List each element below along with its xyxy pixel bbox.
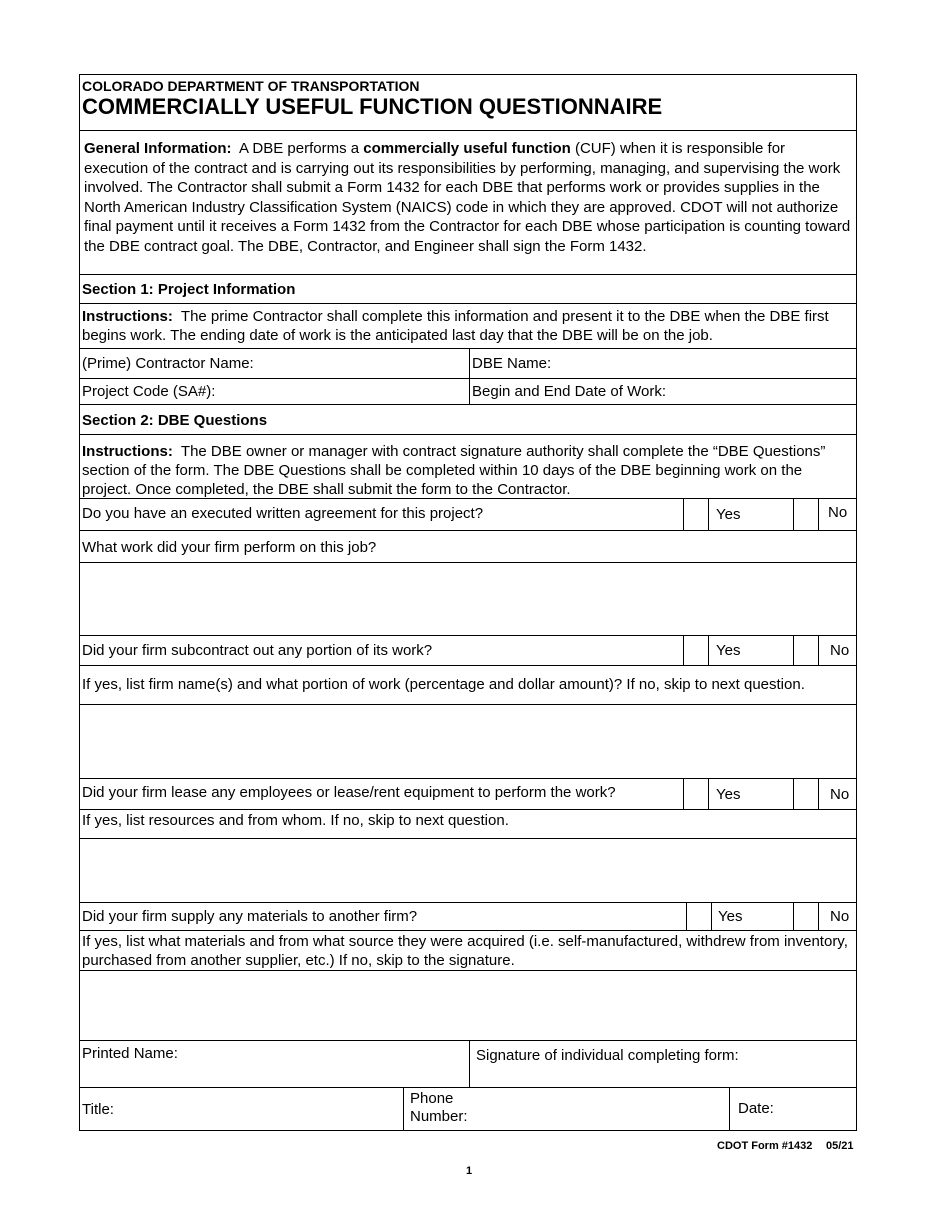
question-5-answer-area[interactable] xyxy=(80,971,856,1041)
form-header xyxy=(80,75,856,131)
work-dates-field[interactable] xyxy=(469,379,856,404)
work-dates-label: Begin and End Date of Work: xyxy=(472,383,667,400)
contractor-dbe-row xyxy=(80,349,856,379)
question-2-answer-area[interactable] xyxy=(80,563,856,636)
question-3-row xyxy=(80,636,856,666)
dbe-name-field[interactable] xyxy=(469,349,856,378)
question-5-no-label: No xyxy=(830,908,850,925)
section2-instructions-text: The DBE owner or manager with contract signature authority shall complete the “DBE Questions” section of the form. The DBE Questions shall be completed within 10 days of the DBE beginning work on the project. Once completed, the DBE shall submit the form to the Contractor. xyxy=(82,443,826,498)
question-4-yes-checkbox[interactable] xyxy=(683,779,709,809)
question-5-followup-row xyxy=(80,931,856,971)
question-3-answer-area[interactable] xyxy=(80,705,856,779)
question-2-row xyxy=(80,531,856,563)
general-text-a: A DBE performs a xyxy=(239,140,360,157)
question-3-yes-label: Yes xyxy=(716,642,741,659)
title-phone-date-row xyxy=(80,1088,856,1131)
question-3-followup-row xyxy=(80,666,856,705)
general-information xyxy=(80,131,856,275)
form-id: CDOT Form #1432 xyxy=(717,1140,813,1152)
contractor-name-field[interactable] xyxy=(80,349,469,378)
date-field[interactable] xyxy=(729,1088,856,1130)
section1-header xyxy=(80,275,856,304)
dbe-name-label: DBE Name: xyxy=(472,355,552,372)
question-5-row xyxy=(80,903,856,931)
question-5-yes-label: Yes xyxy=(718,908,743,925)
signature-row xyxy=(80,1041,856,1088)
section1-instructions-text: The prime Contractor shall complete this information and present it to the DBE when the DBE first begins work. The ending date of work is the anticipated last day that the DBE will be on the job. xyxy=(82,308,829,344)
date-label: Date: xyxy=(738,1100,774,1117)
question-4-text: Did your firm lease any employees or lease/rent equipment to perform the work? xyxy=(82,784,616,801)
question-3-yes-checkbox[interactable] xyxy=(683,636,709,665)
question-5-yes-checkbox[interactable] xyxy=(686,903,712,930)
cuf-questionnaire-form xyxy=(79,74,857,1131)
question-1-text: Do you have an executed written agreement for this project? xyxy=(82,505,484,522)
signature-label: Signature of individual completing form: xyxy=(476,1047,739,1064)
section1-instructions xyxy=(80,304,856,349)
project-code-label: Project Code (SA#): xyxy=(82,383,216,400)
phone-label-line2: Number: xyxy=(410,1108,468,1125)
question-1-row xyxy=(80,499,856,531)
general-information-text xyxy=(80,131,856,256)
question-4-followup-row xyxy=(80,810,856,839)
project-dates-row xyxy=(80,379,856,405)
form-title: COMMERCIALLY USEFUL FUNCTION QUESTIONNAIRE xyxy=(82,94,663,119)
question-4-no-checkbox[interactable] xyxy=(793,779,819,809)
question-4-row xyxy=(80,779,856,810)
question-1-yes-label: Yes xyxy=(716,506,741,523)
printed-name-label: Printed Name: xyxy=(82,1045,178,1062)
section2-header xyxy=(80,405,856,435)
question-3-followup-text: If yes, list firm name(s) and what portion of work (percentage and dollar amount)? If no, skip to next question. xyxy=(82,676,805,693)
question-5-followup-text: If yes, list what materials and from what source they were acquired (i.e. self-manufactured, withdrew from inventory, purchased from another supplier, etc.) If no, skip to the signature. xyxy=(82,933,848,969)
printed-name-field[interactable] xyxy=(80,1041,469,1087)
phone-label-line1: Phone xyxy=(410,1090,454,1107)
question-5-text: Did your firm supply any materials to another firm? xyxy=(82,908,418,925)
question-4-answer-area[interactable] xyxy=(80,839,856,903)
question-2-text: What work did your firm perform on this job? xyxy=(82,539,377,556)
contractor-name-label: (Prime) Contractor Name: xyxy=(82,355,254,372)
signature-field[interactable] xyxy=(469,1041,856,1087)
section2-instructions-label: Instructions: xyxy=(82,443,173,460)
question-1-no-checkbox[interactable] xyxy=(793,499,819,530)
question-3-text: Did your firm subcontract out any portion of its work? xyxy=(82,642,433,659)
question-4-followup-text: If yes, list resources and from whom. If no, skip to next question. xyxy=(82,812,509,829)
question-1-yes-checkbox[interactable] xyxy=(683,499,709,530)
form-revision: 05/21 xyxy=(826,1140,854,1152)
page-number: 1 xyxy=(466,1165,473,1177)
section2-instructions xyxy=(80,435,856,499)
question-5-no-checkbox[interactable] xyxy=(793,903,819,930)
title-label: Title: xyxy=(82,1101,114,1118)
title-field[interactable] xyxy=(80,1088,403,1130)
phone-number-field[interactable] xyxy=(403,1088,729,1130)
question-4-yes-label: Yes xyxy=(716,786,741,803)
general-text-b: (CUF) when it is responsible for execution of the contract and is carrying out its responsibilities by performing, managing, and supervising the work involved. The Contractor shall submit a Form 1432 for each DBE that performs work or provides supplies in the North American Industry Classification System (NAICS) code in which they are approved. CDOT will not authorize final payment until it receives a Form 1432 from the Contractor for each DBE whose participation is counting toward the DBE contract goal. The DBE, Contractor, and Engineer shall sign the Form 1432. xyxy=(84,140,851,255)
organization-name: COLORADO DEPARTMENT OF TRANSPORTATION xyxy=(82,78,420,94)
general-bold-term: commercially useful function xyxy=(363,140,571,157)
section1-instructions-label: Instructions: xyxy=(82,308,173,325)
question-1-no-label: No xyxy=(828,504,848,521)
question-3-no-label: No xyxy=(830,642,850,659)
question-3-no-checkbox[interactable] xyxy=(793,636,819,665)
section2-title: Section 2: DBE Questions xyxy=(82,412,268,429)
question-4-no-label: No xyxy=(830,786,850,803)
project-code-field[interactable] xyxy=(80,379,469,404)
section1-title: Section 1: Project Information xyxy=(82,281,296,298)
general-information-label: General Information: xyxy=(84,140,232,157)
